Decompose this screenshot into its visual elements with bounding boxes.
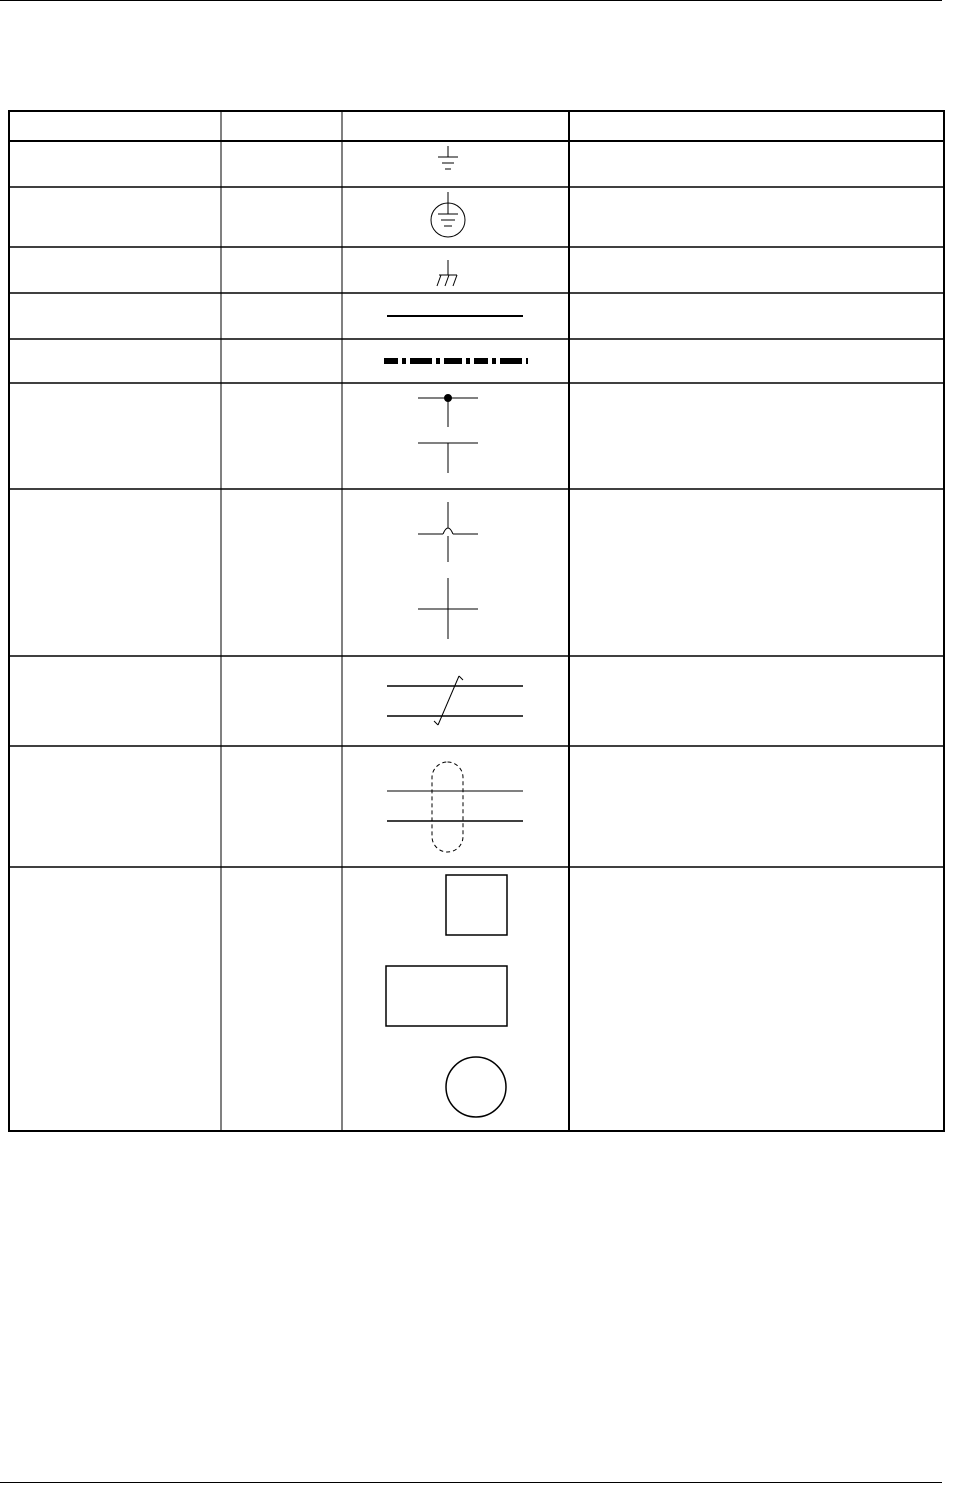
crossing-plain-icon <box>418 578 478 639</box>
symbol-table <box>8 110 945 1132</box>
shielded-cable-icon <box>387 762 523 852</box>
rectangle-outline-icon <box>386 966 507 1026</box>
junction-dot-icon <box>418 395 478 428</box>
chassis-ground-icon <box>437 260 457 286</box>
twisted-pair-icon <box>387 676 523 725</box>
protective-earth-icon <box>431 192 465 237</box>
table-border <box>9 111 944 1131</box>
crossing-hop-icon <box>418 502 478 562</box>
ground-icon <box>438 146 458 169</box>
footer-rule <box>0 1482 942 1483</box>
header-rule <box>0 0 942 1</box>
square-outline-icon <box>446 875 507 935</box>
junction-tee-icon <box>418 443 478 473</box>
circle-outline-icon <box>446 1057 506 1117</box>
